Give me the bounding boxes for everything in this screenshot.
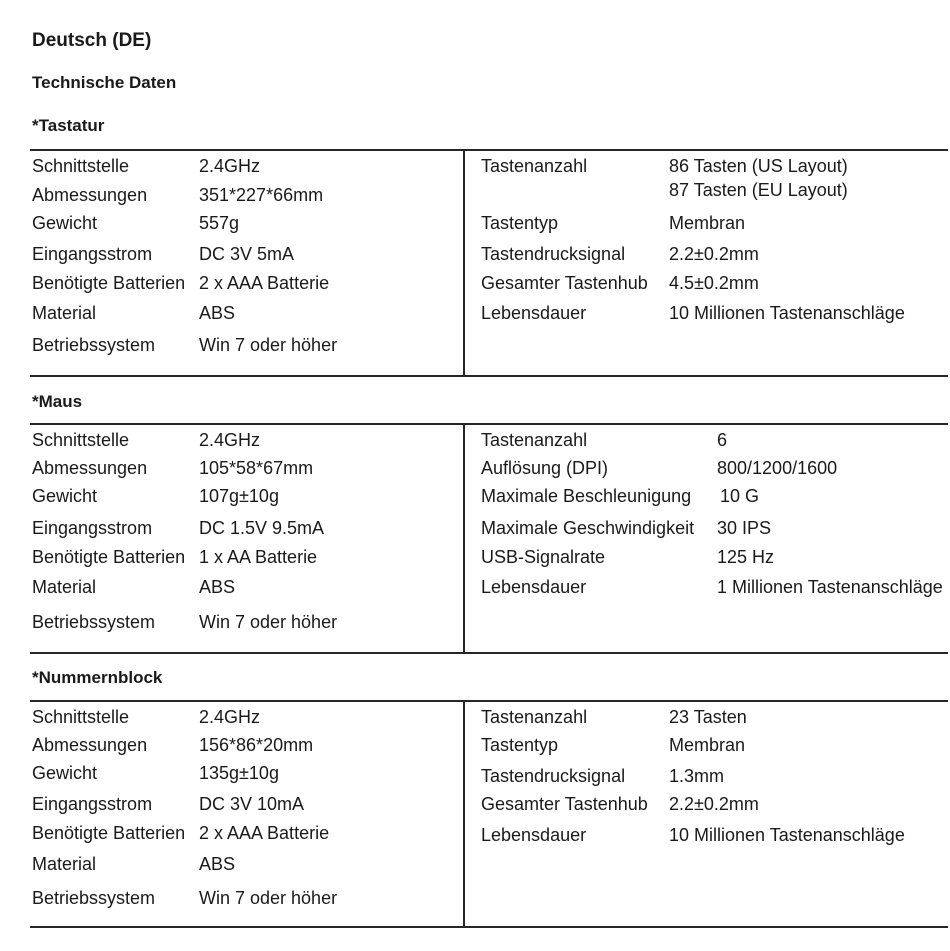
numpad-spec-value: Win 7 oder höher	[199, 888, 338, 908]
numpad-spec-value: 2.2±0.2mm	[669, 794, 759, 814]
mouse-spec-label: Material	[32, 577, 97, 597]
keyboard-spec-value: 10 Millionen Tastenanschläge	[669, 303, 905, 323]
keyboard-spec-value: DC 3V 5mA	[199, 244, 295, 264]
keyboard-spec-label: Betriebssystem	[32, 335, 156, 355]
mouse-spec-label: Eingangsstrom	[32, 518, 153, 538]
mouse-spec-value: 1 x AA Batterie	[199, 547, 318, 567]
keyboard-spec-label: Tastenanzahl	[481, 156, 588, 176]
mouse-spec-value: 125 Hz	[717, 547, 775, 567]
mouse-spec-value: 1 Millionen Tastenanschläge	[717, 577, 943, 597]
numpad-spec-label: Tastenanzahl	[481, 707, 588, 727]
mouse-spec-label: Tastenanzahl	[481, 430, 588, 450]
numpad-spec-value: 1.3mm	[669, 766, 725, 786]
numpad-spec-label: Abmessungen	[32, 735, 148, 755]
keyboard-spec-label: Abmessungen	[32, 185, 148, 205]
numpad-table-bottom-rule	[30, 926, 948, 928]
numpad-spec-value: 10 Millionen Tastenanschläge	[669, 825, 905, 845]
mouse-table-column-divider	[463, 423, 465, 652]
numpad-spec-label: Betriebssystem	[32, 888, 156, 908]
mouse-spec-label: Gewicht	[32, 486, 98, 506]
mouse-spec-value: 6	[717, 430, 728, 450]
mouse-spec-label: Maximale Geschwindigkeit	[481, 518, 695, 538]
numpad-spec-value: 135g±10g	[199, 763, 279, 783]
numpad-spec-label: Material	[32, 854, 97, 874]
numpad-spec-label: Tastendrucksignal	[481, 766, 626, 786]
numpad-spec-label: Schnittstelle	[32, 707, 130, 727]
mouse-spec-value: 107g±10g	[199, 486, 279, 506]
mouse-table-bottom-rule	[30, 652, 948, 654]
keyboard-spec-value: 2.2±0.2mm	[669, 244, 759, 264]
mouse-spec-label: Schnittstelle	[32, 430, 130, 450]
keyboard-table-top-rule	[30, 149, 948, 151]
mouse-spec-value: 30 IPS	[717, 518, 772, 538]
numpad-spec-label: Benötigte Batterien	[32, 823, 186, 843]
mouse-spec-value: 800/1200/1600	[717, 458, 838, 478]
mouse-spec-label: Abmessungen	[32, 458, 148, 478]
mouse-section-title: *Maus	[32, 392, 83, 411]
mouse-spec-label: Maximale Beschleunigung	[481, 486, 692, 506]
keyboard-spec-label: Eingangsstrom	[32, 244, 153, 264]
numpad-spec-label: Lebensdauer	[481, 825, 587, 845]
numpad-section-title: *Nummernblock	[32, 668, 163, 687]
mouse-spec-value: 10 G	[720, 486, 760, 506]
numpad-spec-value: 2.4GHz	[199, 707, 261, 727]
keyboard-spec-label: Gewicht	[32, 213, 98, 233]
numpad-spec-label: Eingangsstrom	[32, 794, 153, 814]
mouse-spec-value: 105*58*67mm	[199, 458, 314, 478]
mouse-spec-value: Win 7 oder höher	[199, 612, 338, 632]
keyboard-table-bottom-rule	[30, 375, 948, 377]
mouse-spec-label: Betriebssystem	[32, 612, 156, 632]
keyboard-section-title: *Tastatur	[32, 116, 105, 135]
keyboard-spec-value: Win 7 oder höher	[199, 335, 338, 355]
mouse-spec-label: Benötigte Batterien	[32, 547, 186, 567]
keyboard-spec-label: Tastendrucksignal	[481, 244, 626, 264]
keyboard-spec-label: Tastentyp	[481, 213, 559, 233]
keyboard-spec-value: 351*227*66mm	[199, 185, 324, 205]
keyboard-spec-label: Gesamter Tastenhub	[481, 273, 648, 293]
mouse-spec-label: Lebensdauer	[481, 577, 587, 597]
numpad-spec-value: 156*86*20mm	[199, 735, 314, 755]
numpad-spec-label: Tastentyp	[481, 735, 559, 755]
keyboard-spec-value: 557g	[199, 213, 240, 233]
keyboard-spec-value: Membran	[669, 213, 746, 233]
keyboard-spec-label: Material	[32, 303, 97, 323]
keyboard-spec-label: Benötigte Batterien	[32, 273, 186, 293]
numpad-spec-value: 23 Tasten	[669, 707, 747, 727]
keyboard-spec-value: 2.4GHz	[199, 156, 261, 176]
numpad-spec-label: Gesamter Tastenhub	[481, 794, 648, 814]
keyboard-spec-label: Lebensdauer	[481, 303, 587, 323]
keyboard-spec-label: Schnittstelle	[32, 156, 130, 176]
numpad-spec-value: ABS	[199, 854, 236, 874]
numpad-table-column-divider	[463, 700, 465, 926]
mouse-table-top-rule	[30, 423, 948, 425]
numpad-spec-value: DC 3V 10mA	[199, 794, 305, 814]
language-heading: Deutsch (DE)	[32, 30, 152, 51]
mouse-spec-value: DC 1.5V 9.5mA	[199, 518, 325, 538]
keyboard-table-column-divider	[463, 149, 465, 375]
mouse-spec-value: ABS	[199, 577, 236, 597]
mouse-spec-label: USB-Signalrate	[481, 547, 606, 567]
mouse-spec-label: Auflösung (DPI)	[481, 458, 609, 478]
mouse-spec-value: 2.4GHz	[199, 430, 261, 450]
keyboard-spec-value: 2 x AAA Batterie	[199, 273, 330, 293]
keyboard-spec-value: 4.5±0.2mm	[669, 273, 759, 293]
numpad-spec-value: Membran	[669, 735, 746, 755]
numpad-table-top-rule	[30, 700, 948, 702]
numpad-spec-value: 2 x AAA Batterie	[199, 823, 330, 843]
keyboard-spec-value: 87 Tasten (EU Layout)	[669, 180, 848, 200]
technical-data-heading: Technische Daten	[32, 73, 177, 92]
keyboard-spec-value: ABS	[199, 303, 236, 323]
keyboard-spec-value: 86 Tasten (US Layout)	[669, 156, 848, 176]
numpad-spec-label: Gewicht	[32, 763, 98, 783]
